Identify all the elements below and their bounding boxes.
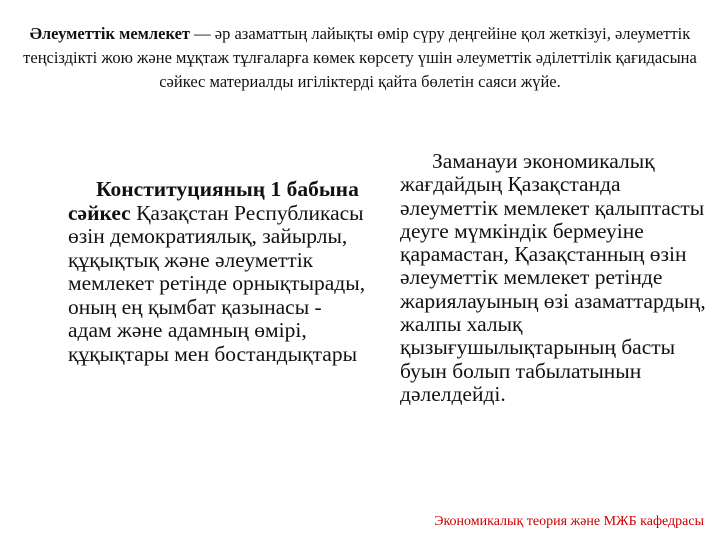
department-footer: Экономикалық теория және МЖБ кафедрасы xyxy=(434,514,704,529)
constitution-lead: Конституцияның 1 бабына сәйкес xyxy=(68,177,359,225)
definition-text: — әр азаматтың лайықты өмір сүру деңгейіне қол жеткізуі, әлеуметтік теңсіздікті жою және мұқтаж тұлғаларға көмек көрсету үшін әлеуметтік әділеттілік қағидасына сәйкес материалды игіліктерді қайта бөлетін саяси жүйе. xyxy=(23,24,697,91)
constitution-paragraph xyxy=(68,178,368,366)
modern-conditions-paragraph xyxy=(400,150,712,406)
constitution-text: Қазақстан Республикасы өзін демократиялық, зайырлы, құқықтық және әлеуметтік мемлекет ретінде орнықтырады, оның ең қымбат қазынасы - адам және адамның өмірі, құқықтары мен бостандықтары xyxy=(68,200,366,366)
modern-conditions-text: Заманауи экономикалық жағдайдың Қазақстанда әлеуметтік мемлекет қалыптасты деуге мүмкіндік бермеуіне қарамастан, Қазақстанның өзін әлеуметтік мемлекет ретінде жариялауының өзі азаматтардың, жалпы халық қызығушылықтарының басты буын болып табылатынын дәлелдейді. xyxy=(400,149,706,406)
definition-paragraph xyxy=(22,22,698,94)
definition-term: Әлеуметтік мемлекет xyxy=(29,24,191,43)
